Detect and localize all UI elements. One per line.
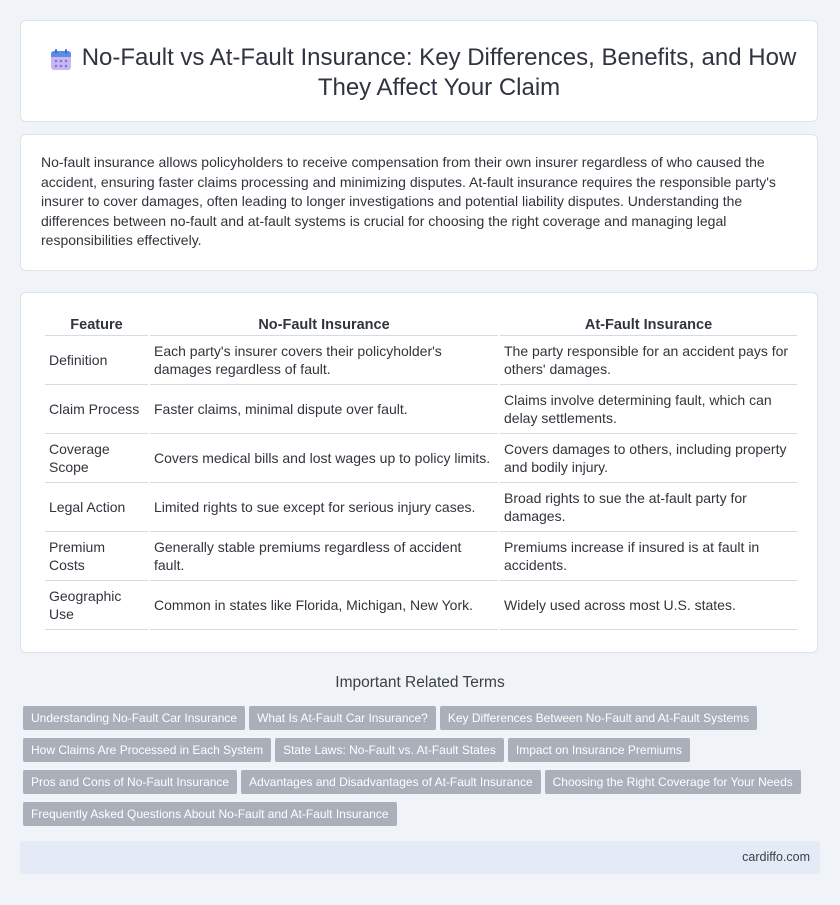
related-term-tag[interactable]: Choosing the Right Coverage for Your Needs (545, 770, 801, 794)
comparison-table-card (20, 292, 818, 653)
comparison-table (43, 313, 799, 630)
header-feature: Feature (45, 313, 148, 336)
feature-cell: Premium Costs (45, 532, 148, 581)
at-fault-cell: Claims involve determining fault, which can delay settlements. (500, 385, 797, 434)
no-fault-cell: Common in states like Florida, Michigan, New York. (150, 581, 498, 630)
table-row (45, 385, 797, 434)
at-fault-cell: Premiums increase if insured is at fault in accidents. (500, 532, 797, 581)
related-terms-list (23, 706, 813, 834)
feature-cell: Legal Action (45, 483, 148, 532)
related-term-tag[interactable]: How Claims Are Processed in Each System (23, 738, 271, 762)
page-title: No-Fault vs At-Fault Insurance: Key Differences, Benefits, and How They Affect Your Claim (81, 44, 797, 101)
table-header-row (45, 313, 797, 336)
table-row (45, 434, 797, 483)
related-terms-heading: Important Related Terms (335, 674, 505, 691)
related-term-tag[interactable]: Pros and Cons of No-Fault Insurance (23, 770, 237, 794)
intro-paragraph: No-fault insurance allows policyholders to receive compensation from their own insurer regardless of who caused the accident, ensuring faster claims processing and minimizing disputes. At-fault insurance requires the responsible party's insurer to cover damages, often leading to longer investigations and potential liability disputes. Understanding the differences between no-fault and at-fault systems is crucial for choosing the right coverage and managing legal responsibilities effectively. (41, 154, 776, 248)
related-term-tag[interactable]: Impact on Insurance Premiums (508, 738, 690, 762)
related-term-tag[interactable]: State Laws: No-Fault vs. At-Fault States (275, 738, 504, 762)
at-fault-cell: Covers damages to others, including property and bodily injury. (500, 434, 797, 483)
title-card (20, 20, 818, 122)
related-term-tag[interactable]: Advantages and Disadvantages of At-Fault Insurance (241, 770, 541, 794)
feature-cell: Definition (45, 336, 148, 385)
no-fault-cell: Generally stable premiums regardless of accident fault. (150, 532, 498, 581)
table-row (45, 483, 797, 532)
no-fault-cell: Faster claims, minimal dispute over fault. (150, 385, 498, 434)
table-row (45, 581, 797, 630)
table-row (45, 532, 797, 581)
no-fault-cell: Limited rights to sue except for serious injury cases. (150, 483, 498, 532)
table-row (45, 336, 797, 385)
feature-cell: Claim Process (45, 385, 148, 434)
at-fault-cell: The party responsible for an accident pays for others' damages. (500, 336, 797, 385)
feature-cell: Coverage Scope (45, 434, 148, 483)
related-term-tag[interactable]: Key Differences Between No-Fault and At-Fault Systems (440, 706, 757, 730)
related-term-tag[interactable]: What Is At-Fault Car Insurance? (249, 706, 436, 730)
related-term-tag[interactable]: Frequently Asked Questions About No-Fault and At-Fault Insurance (23, 802, 397, 826)
footer (20, 841, 820, 874)
header-no-fault: No-Fault Insurance (150, 313, 498, 336)
related-term-tag[interactable]: Understanding No-Fault Car Insurance (23, 706, 245, 730)
at-fault-cell: Widely used across most U.S. states. (500, 581, 797, 630)
no-fault-cell: Each party's insurer covers their policyholder's damages regardless of fault. (150, 336, 498, 385)
no-fault-cell: Covers medical bills and lost wages up to policy limits. (150, 434, 498, 483)
at-fault-cell: Broad rights to sue the at-fault party for damages. (500, 483, 797, 532)
intro-card (20, 134, 818, 271)
feature-cell: Geographic Use (45, 581, 148, 630)
footer-site-link[interactable]: cardiffo.com (742, 850, 810, 864)
header-at-fault: At-Fault Insurance (500, 313, 797, 336)
